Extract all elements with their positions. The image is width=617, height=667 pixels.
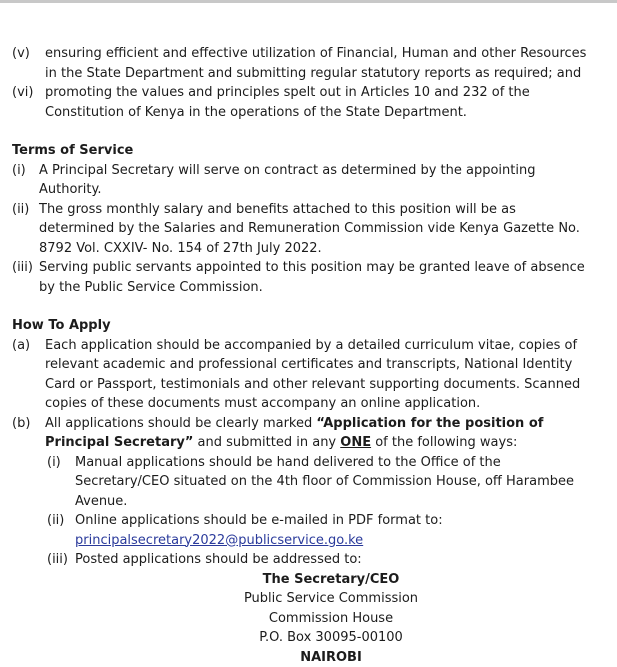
duty-item-v — [12, 44, 590, 83]
email-link[interactable]: principalsecretary2022@publicservice.go.ke — [75, 533, 363, 548]
item-label: (i) — [47, 453, 75, 512]
item-text: Each application should be accompanied by a detailed curriculum vitae, copies of relevant academic and professional certificates and transcripts, National Identity Card or Passport, testimonials and other relevant supporting documents. Scanned copies of these documents must accompany an online application. — [45, 336, 590, 414]
item-label: (ii) — [47, 511, 75, 550]
apply-item-b — [12, 414, 590, 453]
marked-title: “Application for the position of Principal Secretary” — [45, 416, 543, 451]
item-text: Serving public servants appointed to this position may be granted leave of absence by the Public Service Commission. — [39, 258, 590, 297]
way-item-ii — [47, 511, 590, 550]
item-label: (vi) — [12, 83, 45, 122]
way-item-i — [47, 453, 590, 512]
item-text: Posted applications should be addressed to: — [75, 550, 590, 570]
item-label: (a) — [12, 336, 45, 414]
terms-item-iii — [12, 258, 590, 297]
top-border-line — [0, 0, 617, 3]
address-line-organisation: Public Service Commission — [72, 589, 590, 609]
item-text: The gross monthly salary and benefits attached to this position will be as determined by the Salaries and Remuneration Commission vide Kenya Gazette No. 8792 Vol. CXXIV- No. 154 of 27th July 2022. — [39, 200, 590, 259]
one-emphasis: ONE — [340, 435, 371, 450]
address-line-building: Commission House — [72, 609, 590, 629]
item-text: Online applications should be e-mailed in PDF format to: — [75, 513, 443, 528]
ways-list — [47, 453, 590, 570]
duty-item-vi — [12, 83, 590, 122]
item-text: promoting the values and principles spelt out in Articles 10 and 232 of the Constitution of Kenya in the operations of the State Department. — [45, 83, 590, 122]
apply-item-a — [12, 336, 590, 414]
address-line-po-box: P.O. Box 30095-00100 — [72, 628, 590, 648]
item-text — [45, 414, 590, 453]
item-label: (v) — [12, 44, 45, 83]
terms-heading: Terms of Service — [12, 141, 590, 161]
item-text: Manual applications should be hand delivered to the Office of the Secretary/CEO situated on the 4th floor of Commission House, off Harambee Avenue. — [75, 453, 590, 512]
postal-address — [72, 570, 590, 667]
apply-heading: How To Apply — [12, 316, 590, 336]
terms-item-ii — [12, 200, 590, 259]
address-line-recipient: The Secretary/CEO — [72, 570, 590, 590]
document-body — [12, 44, 590, 667]
item-label: (i) — [12, 161, 39, 200]
item-label: (iii) — [12, 258, 39, 297]
item-text: ensuring efficient and effective utilization of Financial, Human and other Resources in the State Department and submitting regular statutory reports as required; and — [45, 44, 590, 83]
terms-item-i — [12, 161, 590, 200]
text-after: of the following ways: — [371, 435, 517, 450]
way-item-iii — [47, 550, 590, 570]
item-label: (iii) — [47, 550, 75, 570]
item-label: (b) — [12, 414, 45, 453]
item-label: (ii) — [12, 200, 39, 259]
text-before: All applications should be clearly marked — [45, 416, 316, 431]
text-middle: and submitted in any — [193, 435, 340, 450]
item-text: A Principal Secretary will serve on contract as determined by the appointing Authority. — [39, 161, 590, 200]
address-line-city: NAIROBI — [72, 648, 590, 667]
